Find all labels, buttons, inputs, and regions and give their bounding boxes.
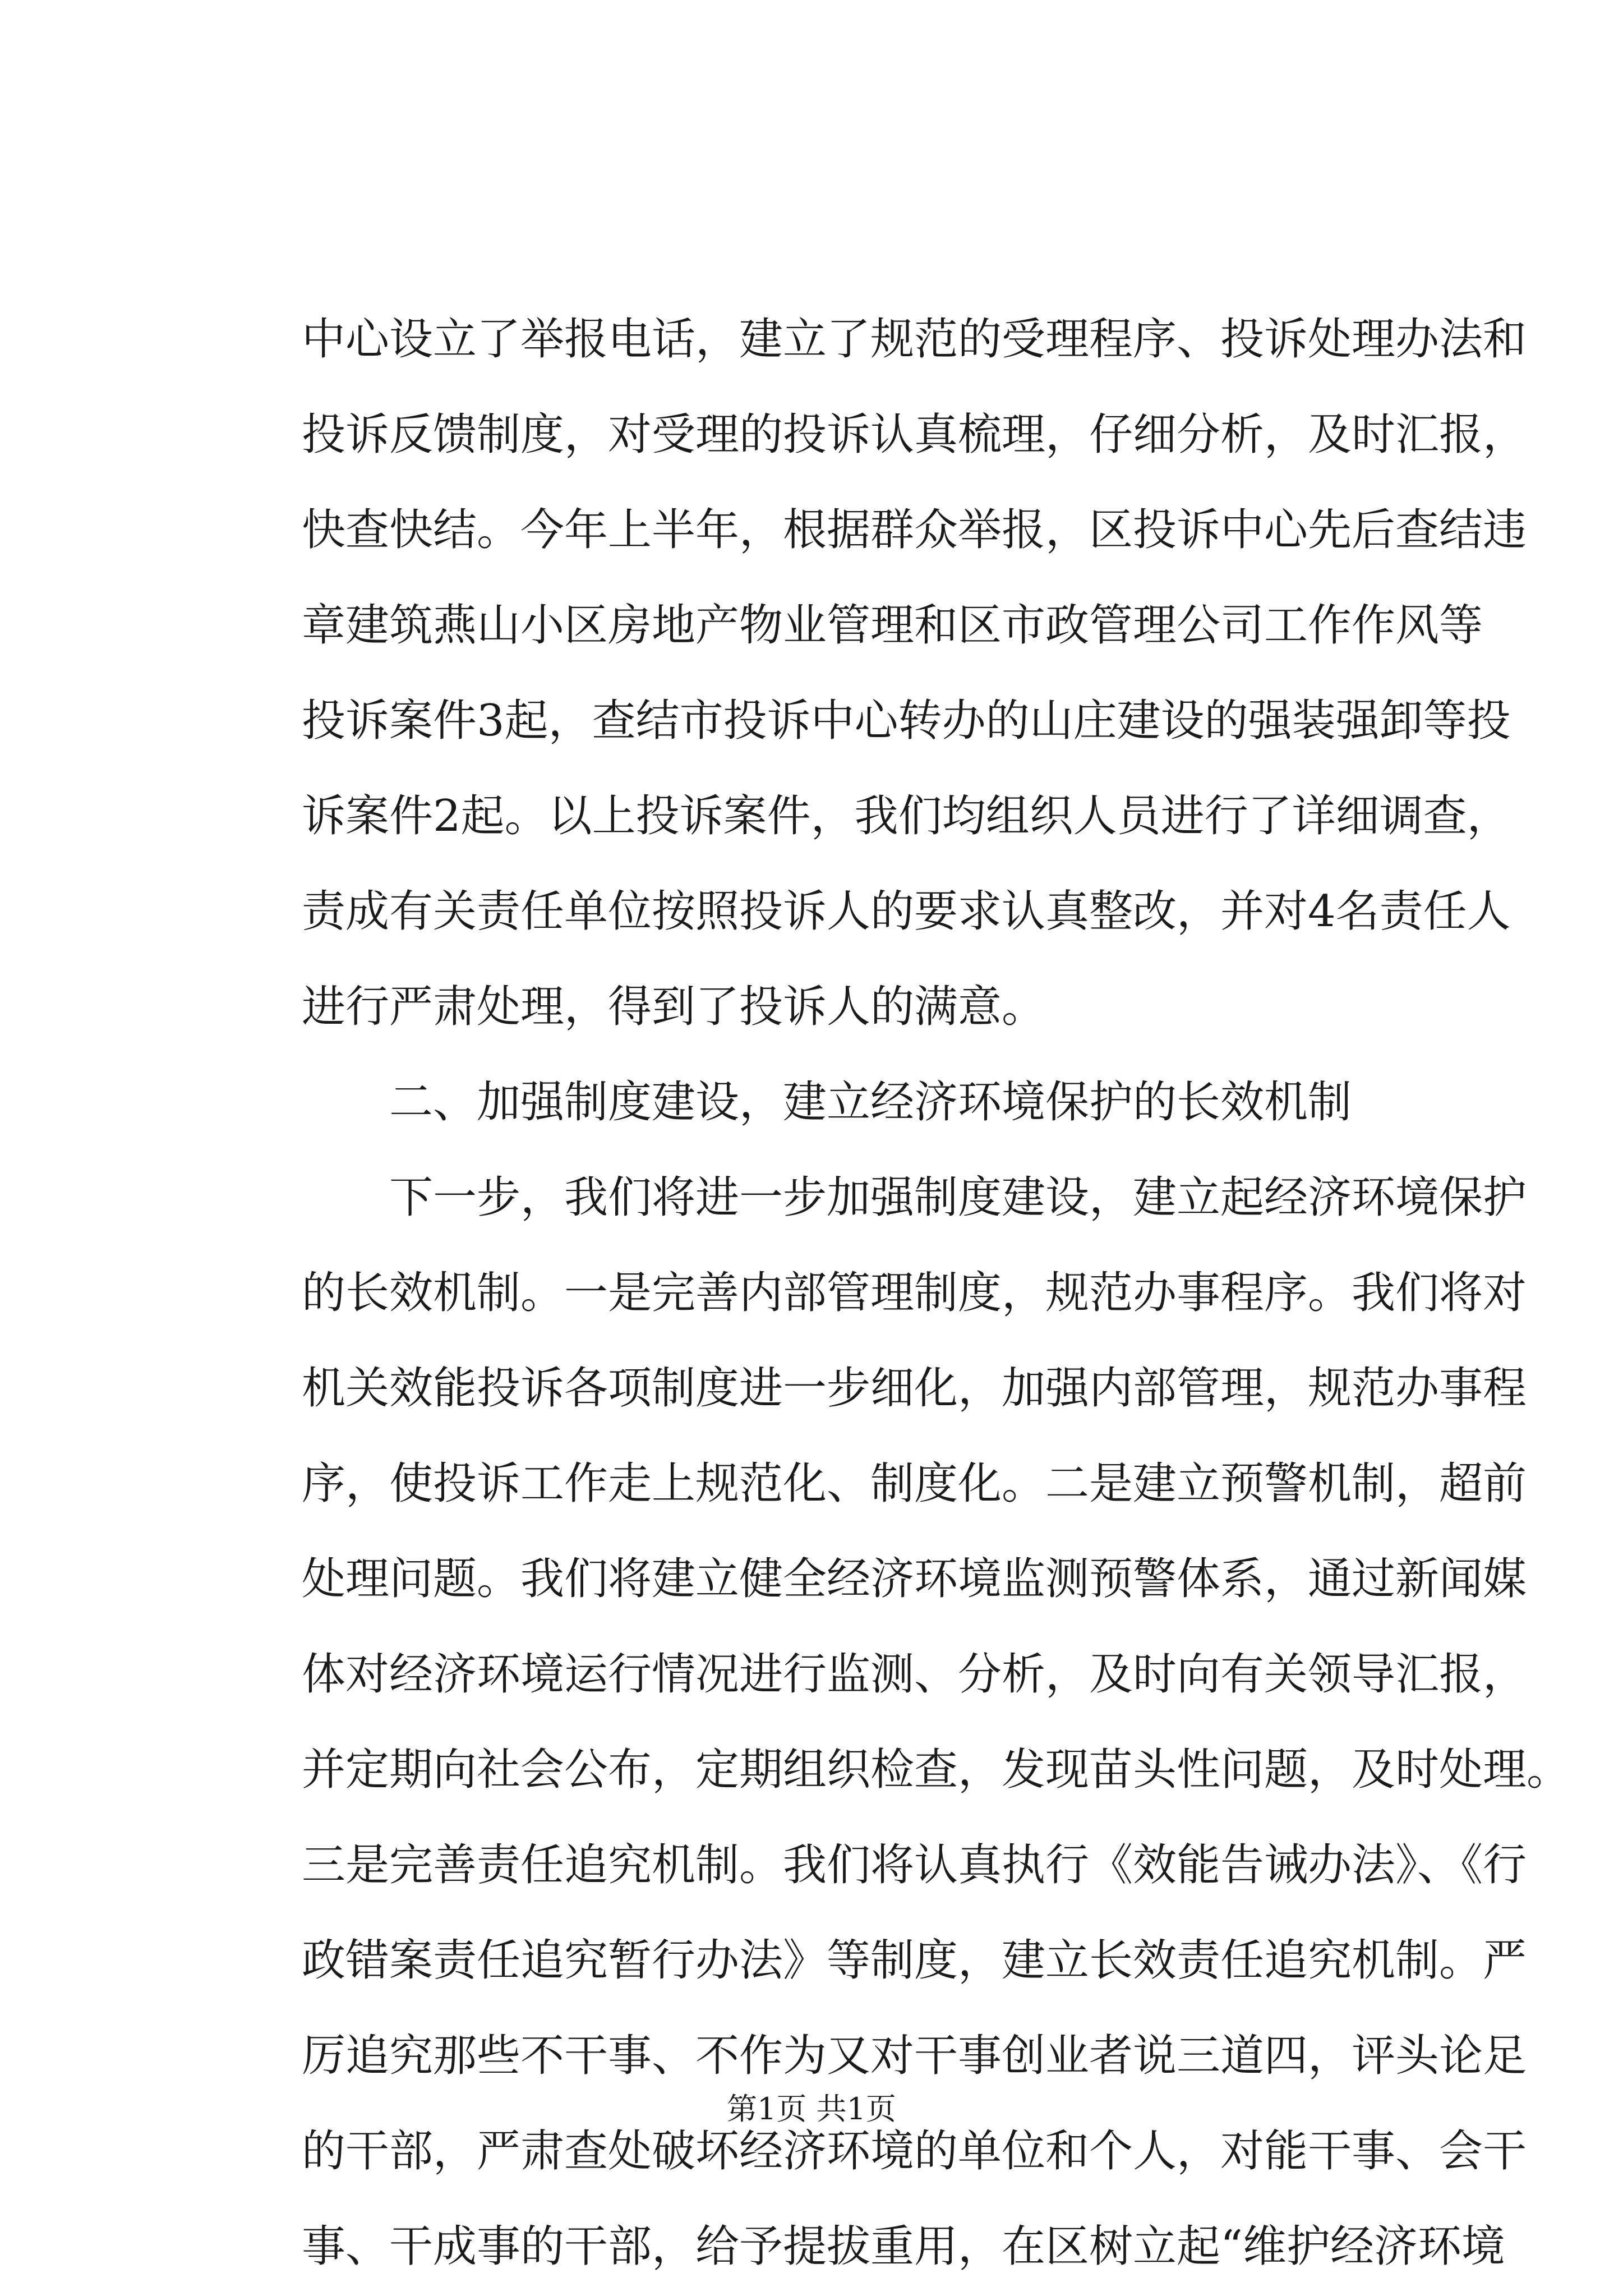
text-line: 处理问题。我们将建立健全经济环境监测预警体系，通过新闻媒: [302, 1554, 1527, 1604]
text-line: 政错案责任追究暂行办法》等制度，建立长效责任追究机制。严: [302, 1935, 1527, 1986]
text-line: 事、干成事的干部，给予提拔重用，在区树立起“维护经济环境: [302, 2221, 1505, 2272]
text-line: 诉案件2起。以上投诉案件，我们均组织人员进行了详细调查，: [302, 791, 1511, 841]
section-heading: 二、加强制度建设，建立经济环境保护的长效机制: [389, 1077, 1352, 1128]
text-line: 投诉案件3起，查结市投诉中心转办的山庄建设的强装强卸等投: [302, 696, 1511, 746]
text-line: 下一步，我们将进一步加强制度建设，建立起经济环境保护: [389, 1172, 1527, 1223]
text-line: 快查快结。今年上半年，根据群众举报，区投诉中心先后查结违: [302, 505, 1527, 555]
text-line: 进行严肃处理，得到了投诉人的满意。: [302, 982, 1046, 1032]
text-line: 的长效机制。一是完善内部管理制度，规范办事程序。我们将对: [302, 1268, 1527, 1318]
text-line: 的干部，严肃查处破坏经济环境的单位和个人，对能干事、会干: [302, 2126, 1527, 2177]
page-footer: [0, 2087, 1623, 2132]
text-line: 中心设立了举报电话，建立了规范的受理程序、投诉处理办法和: [302, 314, 1527, 365]
text-line: 投诉反馈制度，对受理的投诉认真梳理，仔细分析，及时汇报，: [302, 409, 1527, 460]
document-body: [302, 292, 1571, 2294]
text-line: 机关效能投诉各项制度进一步细化，加强内部管理，规范办事程: [302, 1363, 1527, 1414]
text-line: 厉追究那些不干事、不作为又对干事创业者说三道四，评头论足: [302, 2031, 1527, 2081]
page-number: 第1页 共1页: [727, 2091, 896, 2127]
text-line: 章建筑燕山小区房地产物业管理和区市政管理公司工作作风等: [302, 600, 1483, 651]
text-line: 序，使投诉工作走上规范化、制度化。二是建立预警机制，超前: [302, 1458, 1527, 1509]
text-line: 三是完善责任追究机制。我们将认真执行《效能告诫办法》、《行: [302, 1840, 1527, 1890]
text-line: 并定期向社会公布，定期组织检查，发现苗头性问题，及时处理。: [302, 1745, 1571, 1795]
text-line: 责成有关责任单位按照投诉人的要求认真整改，并对4名责任人: [302, 886, 1511, 937]
text-line: 体对经济环境运行情况进行监测、分析，及时向有关领导汇报，: [302, 1649, 1527, 1700]
